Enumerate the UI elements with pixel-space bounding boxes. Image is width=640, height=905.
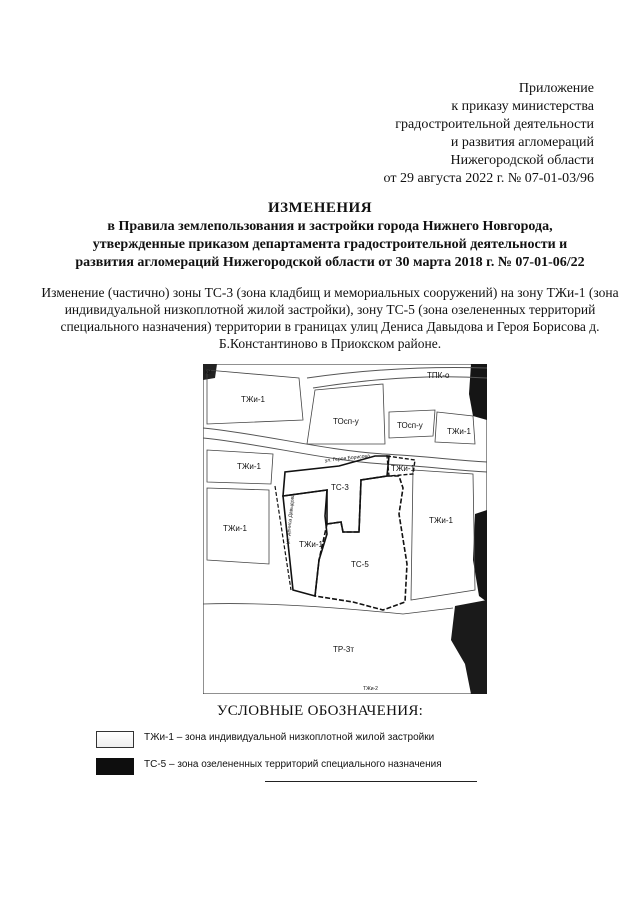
- appendix-line: градостроительной деятельности: [395, 117, 594, 132]
- legend-swatch-dark: [96, 758, 134, 775]
- zone-label: ТР-3т: [333, 645, 354, 654]
- zone-label: ТОсп-у: [397, 421, 423, 430]
- street-label: ул. Героя Борисова: [324, 453, 371, 464]
- zone-label: ТС-3: [331, 483, 349, 492]
- zone-label: ТЖи-1: [223, 524, 247, 533]
- zone-label: ТЖи-2: [363, 686, 378, 692]
- appendix-line: и развития агломераций: [450, 135, 594, 150]
- zone-label: ТЖи-1: [391, 464, 415, 473]
- subtitle-line: развития агломераций Нижегородской области от 30 марта 2018 г. № 07-01-06/22: [75, 255, 585, 270]
- legend-text: ТЖи-1 – зона индивидуальной низкоплотной жилой застройки: [144, 732, 435, 743]
- zone-label: ТПК-о: [427, 371, 450, 380]
- legend-swatch-light: [96, 731, 134, 748]
- change-description: Изменение (частично) зоны ТС-3 (зона кладбищ и мемориальных сооружений) на зону ТЖи-1 (зона индивидуальной низкоплотной жилой застройки), зону ТС-5 (зона озелененных территорий специального назначения) территории в границах улиц Дениса Давыдова и Героя Борисова д. Б.Константиново в Приокском районе.: [41, 285, 619, 351]
- appendix-line: Приложение: [518, 81, 594, 96]
- zone-label: ТЖи-1: [299, 540, 323, 549]
- zone-label: ТС-5: [351, 560, 369, 569]
- zone-label: КИ: [205, 370, 212, 376]
- zone-label: ТЖи-1: [447, 427, 471, 436]
- legend-text: ТС-5 – зона озелененных территорий специального назначения: [144, 759, 442, 770]
- street-label: ул. Дениса Давыдова: [285, 493, 297, 545]
- zone-label: ТЖи-1: [429, 516, 453, 525]
- zoning-map-drawing: [203, 364, 487, 694]
- appendix-header: [384, 80, 594, 188]
- document-title: ИЗМЕНЕНИЯ: [267, 200, 373, 216]
- zone-label: ТОсп-у: [333, 417, 359, 426]
- divider: [265, 781, 477, 782]
- appendix-line: от 29 августа 2022 г. № 07-01-03/96: [383, 171, 594, 186]
- appendix-line: Нижегородской области: [450, 153, 594, 168]
- document-subtitle: [60, 218, 600, 272]
- legend-title: УСЛОВНЫЕ ОБОЗНАЧЕНИЯ:: [216, 703, 424, 719]
- zone-label: ТЖи-1: [241, 395, 265, 404]
- subtitle-line: в Правила землепользования и застройки города Нижнего Новгорода,: [107, 219, 553, 234]
- zoning-map: [203, 364, 487, 694]
- subtitle-line: утвержденные приказом департамента градостроительной деятельности и: [92, 237, 568, 252]
- zone-label: ТЖи-1: [237, 462, 261, 471]
- appendix-line: к приказу министерства: [451, 99, 594, 114]
